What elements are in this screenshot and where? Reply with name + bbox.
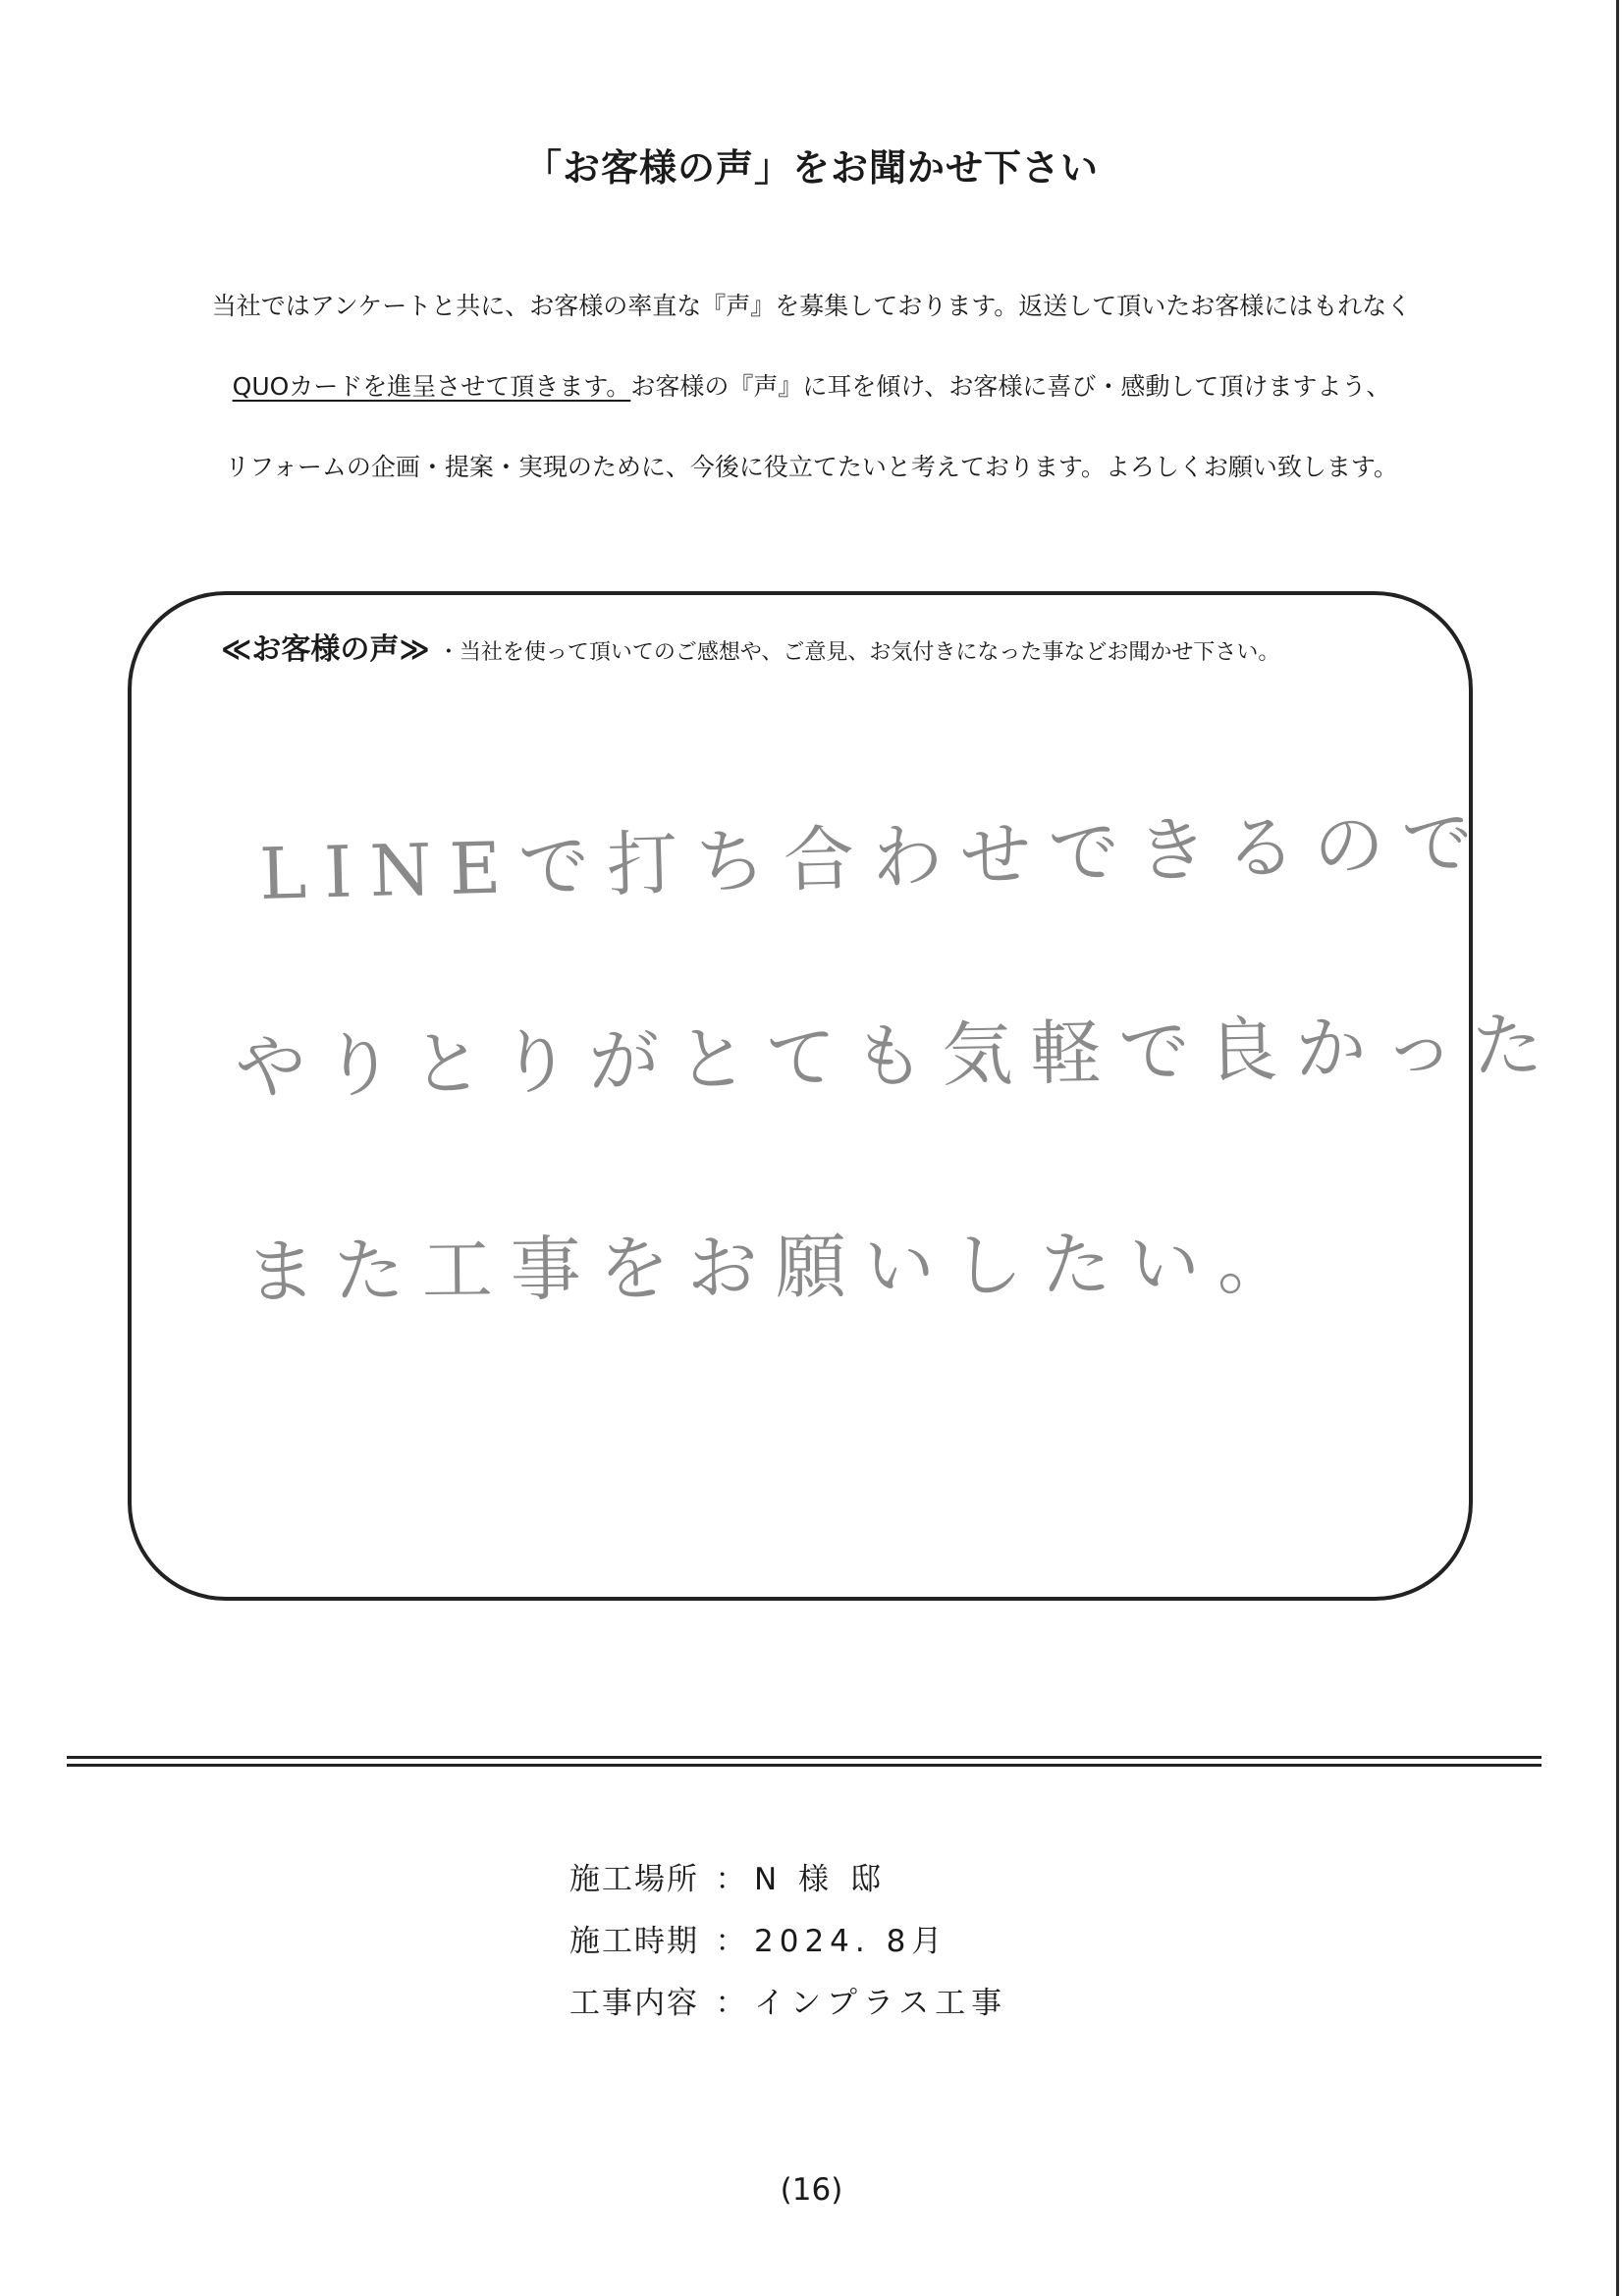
construction-period-row <box>569 1916 947 1960</box>
work-label: 工事内容 <box>569 1986 699 2021</box>
voice-box-prompt: ・当社を使って頂いてのご感想や、ご意見、お気付きになった事などお聞かせ下さい。 <box>437 640 1280 665</box>
location-separator: ： <box>715 1862 746 1897</box>
location-label: 施工場所 <box>569 1862 699 1897</box>
page-title: 「お客様の声」をお聞かせ下さい <box>523 146 1099 190</box>
period-value: 2024. 8月 <box>754 1924 948 1959</box>
intro-line-2 <box>0 367 1623 403</box>
voice-box-header <box>221 625 1279 668</box>
work-content-row <box>569 1978 1007 2022</box>
period-label: 施工時期 <box>569 1924 699 1959</box>
period-separator: ： <box>715 1924 746 1959</box>
construction-location-row <box>569 1854 887 1898</box>
intro-line-1: 当社ではアンケートと共に、お客様の率直な『声』を募集しております。返送して頂いたお客様にはもれなく <box>211 292 1412 320</box>
work-separator: ： <box>715 1986 746 2021</box>
quo-card-notice: QUOカードを進呈させて頂きます。 <box>232 372 631 401</box>
page-edge-line <box>1616 0 1619 2296</box>
customer-voice-box <box>128 591 1473 1601</box>
voice-box-label: ≪お客様の声≫ <box>221 632 430 667</box>
location-value: N 様 邸 <box>754 1862 887 1897</box>
divider-line-bottom <box>67 1764 1542 1767</box>
divider-line-top <box>67 1756 1542 1759</box>
handwritten-line-3: また工事をお願いしたい。 <box>244 1221 1307 1313</box>
page-number: (16) <box>780 2172 843 2208</box>
handwritten-line-1: LINEで打ち合わせできるので <box>258 800 1491 915</box>
handwritten-line-2: やりとりがとても気軽で良かった <box>234 1003 1562 1109</box>
intro-line-3: リフォームの企画・提案・実現のために、今後に役立てたいと考えております。よろしくお願い致します。 <box>225 453 1398 481</box>
work-value: インプラス工事 <box>754 1986 1008 2021</box>
intro-line-2-rest: お客様の『声』に耳を傾け、お客様に喜び・感動して頂けますよう、 <box>630 372 1391 401</box>
